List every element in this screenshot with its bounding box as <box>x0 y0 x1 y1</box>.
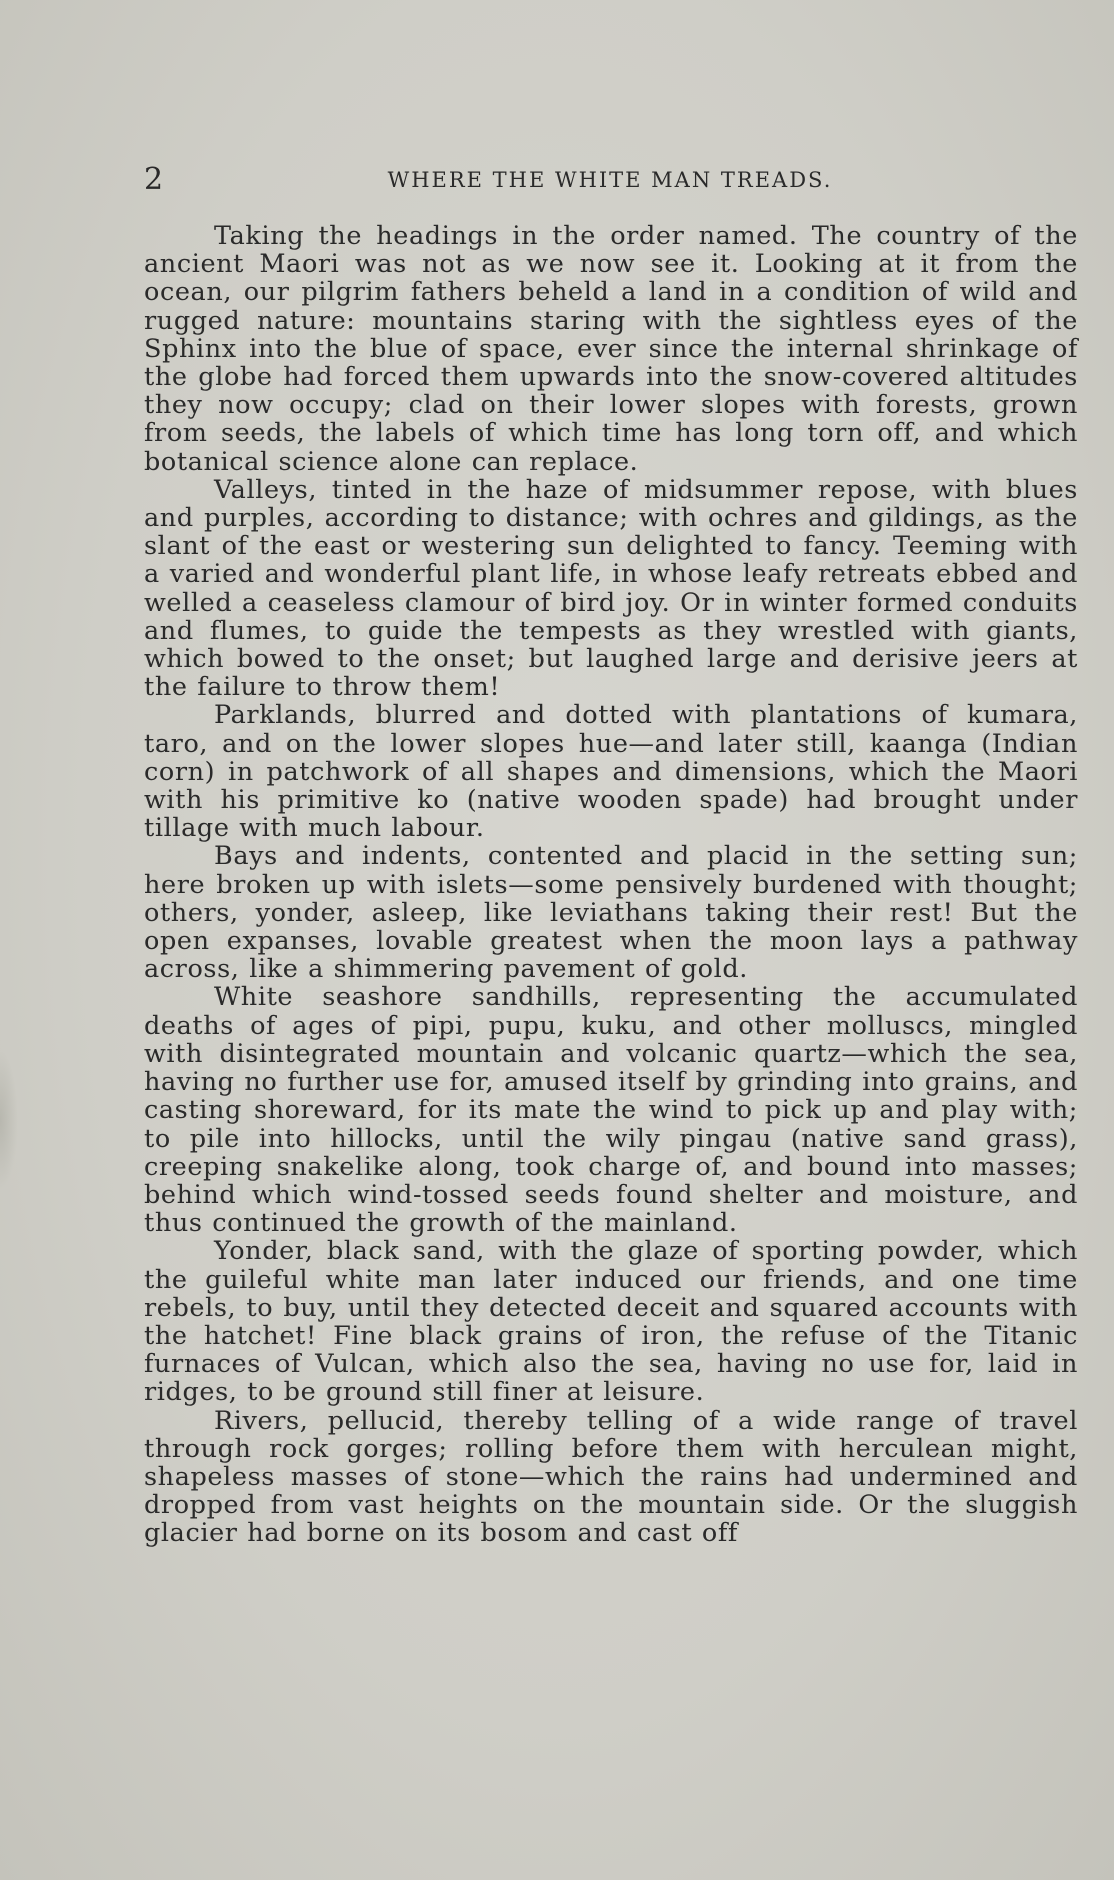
page-header <box>144 162 1076 198</box>
paragraph-4: Bays and indents, contented and placid in the setting sun; here broken up with islets—some pensively burdened with thought; others, yonder, asleep, like leviathans taking their rest! But the open expanses, lovable greatest when the moon lays a pathway across, like a shimmering pavement of gold. <box>144 841 1078 985</box>
paragraph-2: Valleys, tinted in the haze of midsummer repose, with blues and purples, according to distance; with ochres and gildings, as the slant of the east or westering sun delighted to fancy. Teeming with a varied and wonderful plant life, in whose leafy retreats ebbed and welled a ceaseless clamour of bird joy. Or in winter formed conduits and flumes, to guide the tempests as they wrestled with giants, which bowed to the onset; but laughed large and derisive jeers at the failure to throw them! <box>144 474 1078 703</box>
page-number: 2 <box>144 162 164 197</box>
running-title: WHERE THE WHITE MAN TREADS. <box>387 168 833 192</box>
page-smudge <box>0 1050 18 1190</box>
paragraph-5: White seashore sandhills, representing the accumulated deaths of ages of pipi, pupu, kuku, and other molluscs, mingled with disintegrated mountain and volcanic quartz—which the sea, having no further use for, amused itself by grinding into grains, and casting shoreward, for its mate the wind to pick up and play with; to pile into hillocks, until the wily pingau (native sand grass), creeping snakelike along, took charge of, and bound into masses; behind which wind-tossed seeds found shelter and moisture, and thus continued the growth of the mainland. <box>144 982 1078 1239</box>
paragraph-6: Yonder, black sand, with the glaze of sporting powder, which the guileful white man later induced our friends, and one time rebels, to buy, until they detected deceit and squared accounts with the hatchet! Fine black grains of iron, the refuse of the Titanic furnaces of Vulcan, which also the sea, having no use for, laid in ridges, to be ground still finer at leisure. <box>144 1236 1078 1408</box>
paragraph-7: Rivers, pellucid, thereby telling of a wide range of travel through rock gorges; rolling before them with herculean might, shapeless masses of stone—which the rains had undermined and dropped from vast heights on the mountain side. Or the sluggish glacier had borne on its bosom and cast off <box>144 1405 1078 1549</box>
paragraph-1: Taking the headings in the order named. The country of the ancient Maori was not as we now see it. Looking at it from the ocean, our pilgrim fathers beheld a land in a condition of wild and rugged nature: mountains staring with the sightless eyes of the Sphinx into the blue of space, ever since the internal shrinkage of the globe had forced them upwards into the snow-covered altitudes they now occupy; clad on their lower slopes with forests, grown from seeds, the labels of which time has long torn off, and which botanical science alone can replace. <box>144 221 1078 477</box>
body-text <box>144 222 1078 1548</box>
paragraph-3: Parklands, blurred and dotted with plantations of kumara, taro, and on the lower slopes hue—and later still, kaanga (Indian corn) in patchwork of all shapes and dimensions, which the Maori with his primitive ko (native wooden spade) had brought under tillage with much labour. <box>144 700 1078 844</box>
